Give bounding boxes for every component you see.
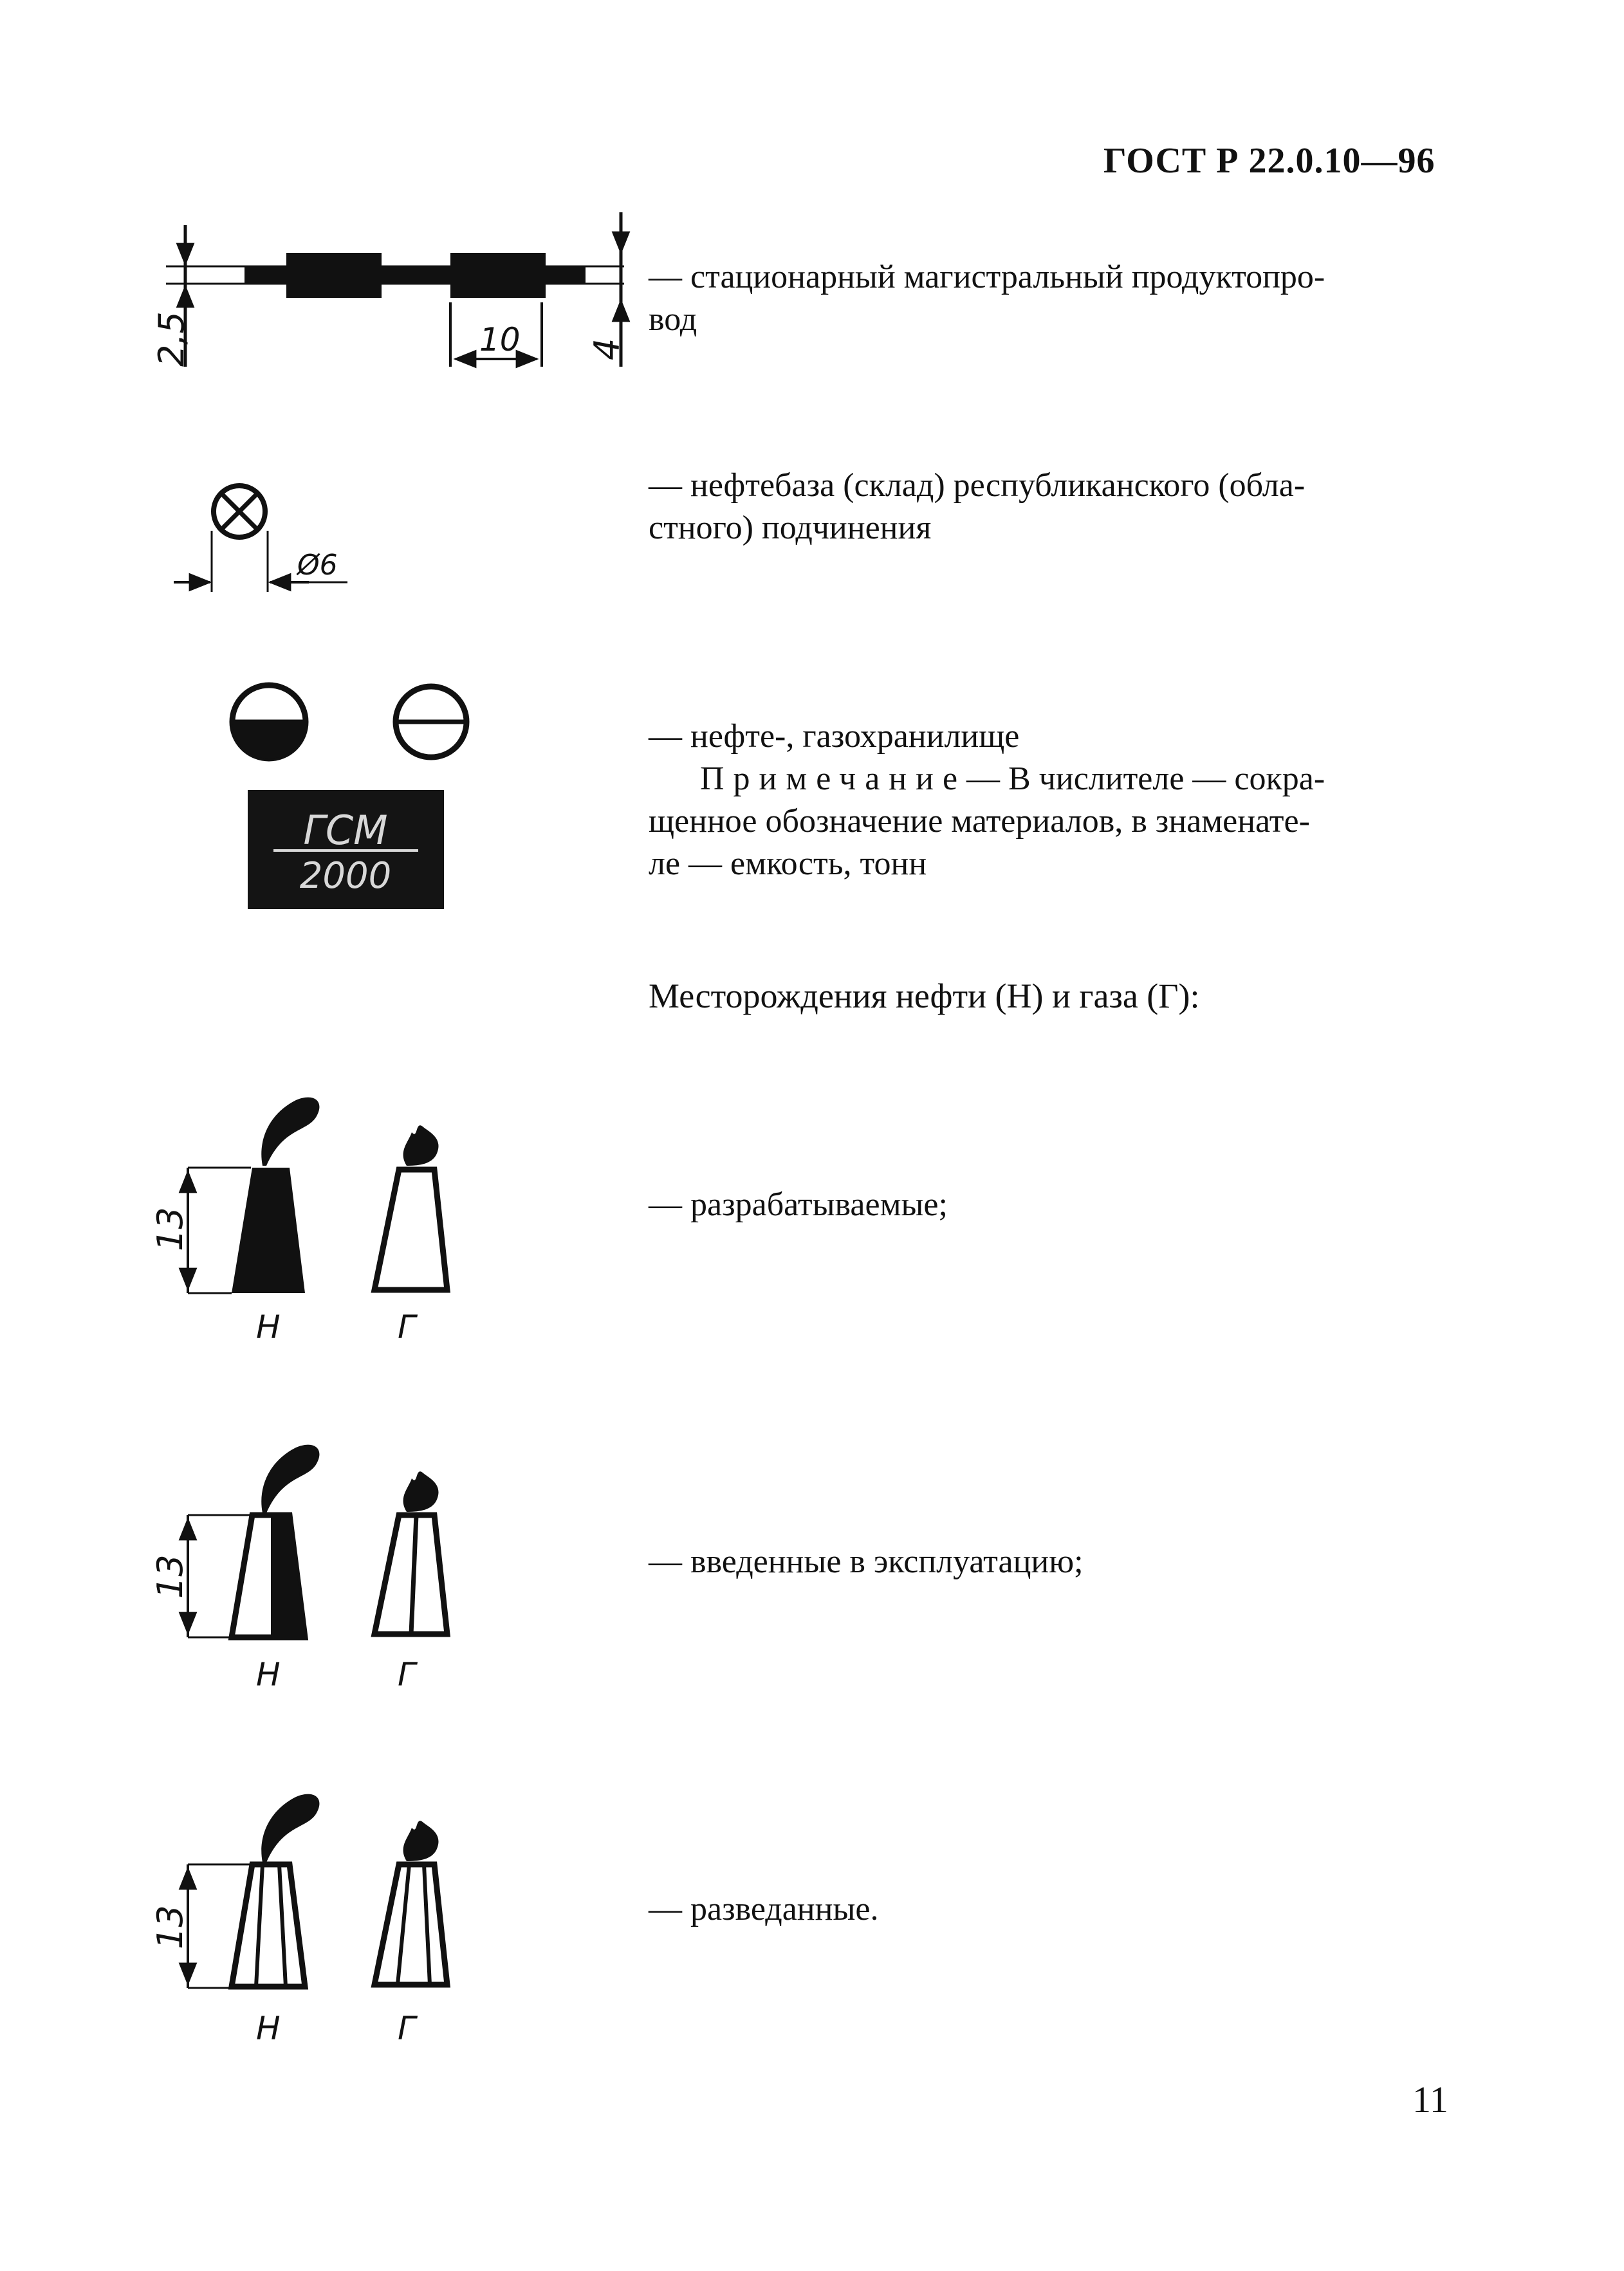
entry-text: введенные в эксплуатацию; <box>690 1543 1084 1580</box>
entry-text: стационарный магистральный продуктопро- вод <box>649 259 1325 338</box>
page-number: 11 <box>1412 2079 1448 2120</box>
storage-symbols <box>232 685 466 909</box>
field-height-label: 13 <box>150 1207 190 1251</box>
oil-label: Н <box>256 1309 281 1346</box>
dash: — <box>649 718 682 755</box>
field-height-label-3: 13 <box>150 1905 190 1949</box>
entry-storage <box>649 715 1453 885</box>
pipeline-thickness-label: 4 <box>587 338 627 360</box>
field-height-label-2: 13 <box>150 1554 190 1599</box>
pipeline-height-label: 2,5 <box>151 311 192 367</box>
dash: — <box>649 1186 682 1223</box>
entry-text: разрабатываемые; <box>690 1186 948 1223</box>
dash: — <box>649 1891 682 1927</box>
entry-text: разведанные. <box>690 1891 879 1927</box>
note-text: — В числителе — сокра- щенное обозначение материалов, в знаменате- ле — емкость, тонн <box>649 760 1325 882</box>
commissioned-fields-symbols <box>150 1445 447 1693</box>
storage-denominator: 2000 <box>299 855 392 897</box>
section-heading: Месторождения нефти (Н) и газа (Г): <box>649 977 1200 1015</box>
entry-oil-depot <box>649 464 1453 549</box>
entry-pipeline <box>649 256 1453 341</box>
dash: — <box>649 259 682 295</box>
circle-diameter-label: Ø6 <box>297 549 338 582</box>
entry-developed <box>649 1184 1453 1226</box>
gas-label: Г <box>398 1309 416 1346</box>
oil-label-2: Н <box>256 1656 281 1693</box>
storage-numerator: ГСМ <box>303 807 388 854</box>
dash: — <box>649 1543 682 1580</box>
pipeline-segment-label: 10 <box>479 321 521 358</box>
oil-depot-symbol <box>174 486 347 592</box>
entry-text: нефте-, газохранилище <box>690 718 1020 755</box>
gas-label-3: Г <box>398 2010 416 2047</box>
pipeline-symbol <box>151 212 627 367</box>
entry-text: нефтебаза (склад) республиканского (обла- стного) подчинения <box>649 467 1306 546</box>
oil-label-3: Н <box>256 2010 281 2047</box>
explored-fields-symbols <box>150 1794 447 2047</box>
gas-label-2: Г <box>398 1656 416 1693</box>
entry-commissioned <box>649 1541 1453 1583</box>
document-header: ГОСТ Р 22.0.10—96 <box>1103 141 1435 181</box>
dash: — <box>649 467 682 504</box>
entry-explored <box>649 1888 1453 1931</box>
developed-fields-symbols <box>150 1098 447 1346</box>
note-label: Примечание <box>700 760 967 797</box>
